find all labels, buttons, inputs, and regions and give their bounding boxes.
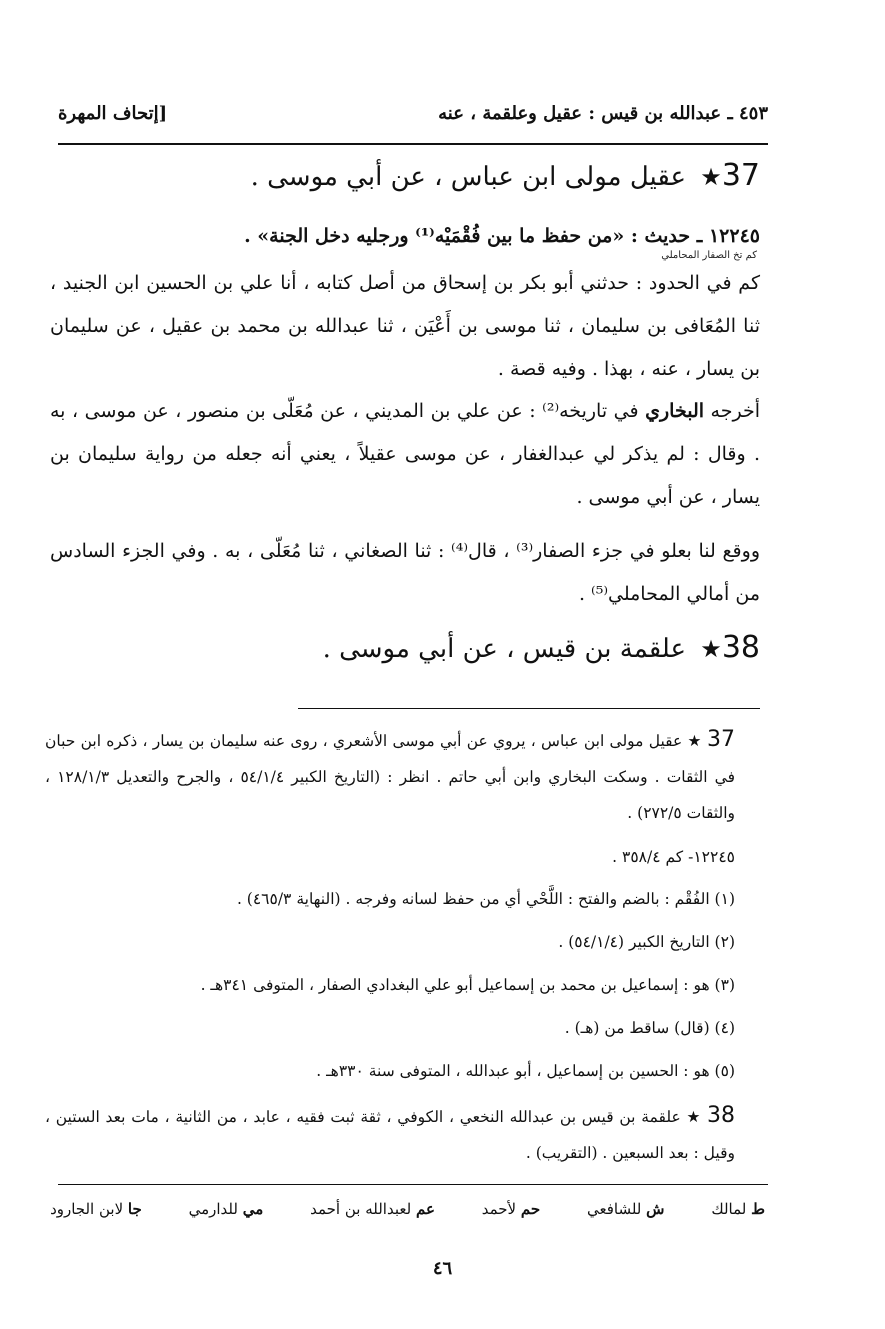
sigla-code: ط: [751, 1200, 765, 1218]
sigla-item: [50, 1200, 142, 1218]
sigla-code: جا: [127, 1200, 142, 1218]
sigla-name: لأحمد: [481, 1200, 517, 1218]
entry-37-heading: [251, 158, 760, 193]
sigla-code: عم: [415, 1200, 435, 1218]
sigla-rule: [58, 1184, 768, 1185]
running-header: [58, 96, 768, 130]
star-icon: ★: [686, 1108, 702, 1126]
sigla-name: لابن الجارود: [50, 1200, 124, 1218]
footnote-3: (٣) هو : إسماعيل بن محمد بن إسماعيل أبو علي البغدادي الصفار ، المتوفى ٣٤١هـ .: [200, 976, 735, 994]
body-paragraph: [50, 390, 760, 519]
footnote-reference: ١٢٢٤٥- كم ٣٥٨/٤ .: [612, 848, 735, 866]
sigla-item: [711, 1200, 765, 1218]
entry-number: 38: [721, 630, 760, 665]
paragraph-text: أخرجه: [704, 400, 760, 422]
star-icon: ★: [700, 163, 722, 191]
sigla-item: [189, 1200, 264, 1218]
entry-38-heading: [323, 630, 760, 665]
hadith-text: «من حفظ ما بين فُقْمَيْه⁽¹⁾ ورجليه دخل الجنة» .: [244, 225, 625, 247]
footnote-text: علقمة بن قيس بن عبدالله النخعي ، الكوفي ، ثقة ثبت فقيه ، عابد ، من الثانية ، مات بعد الستين ، وقيل : بعد السبعين . (التقريب) .: [45, 1108, 735, 1162]
sigla-item: [482, 1200, 540, 1218]
footnote-text: عقيل مولى ابن عباس ، يروي عن أبي موسى الأشعري ، روى عنه سليمان بن يسار ، ذكره ابن حبان في الثقات . وسكت البخاري وابن أبي حاتم . انظر : (التاريخ الكبير ٥٤/١/٤ ، والجرح والتعديل ١٢٨/١/٣ ، والثقات ٢٧٢/٥) .: [45, 732, 735, 822]
footnote-number: 38: [707, 1103, 735, 1128]
sigla-name: للشافعي: [586, 1200, 642, 1218]
entry-title: عقيل مولى ابن عباس ، عن أبي موسى .: [250, 162, 687, 192]
sigla-item: [310, 1200, 435, 1218]
sigla-item: [587, 1200, 665, 1218]
header-section-title: ٤٥٣ ـ عبدالله بن قيس : عقيل وعلقمة ، عنه: [438, 102, 768, 124]
footnote-4: (٤) (قال) ساقط من (هـ) .: [564, 1019, 735, 1037]
footnote-2: (٢) التاريخ الكبير (٥٤/١/٤) .: [558, 933, 735, 951]
entry-number: 37: [721, 158, 760, 193]
header-rule: [58, 143, 768, 145]
sigla-name: لعبدالله بن أحمد: [310, 1200, 412, 1218]
entry-title: علقمة بن قيس ، عن أبي موسى .: [322, 634, 687, 664]
hadith-heading: [50, 215, 760, 258]
sigla-code: ش: [646, 1200, 665, 1218]
hadith-number: ١٢٢٤٥: [708, 225, 760, 247]
paragraph-text: في تاريخه⁽²⁾ : عن علي بن المديني ، عن مُعَلّى بن منصور ، عن موسى ، به . وقال : لم يذكر لي عبدالغفار ، عن موسى عقيلاً ، يعني أنه جعله من رواية سليمان بن يسار ، عن أبي موسى .: [50, 400, 760, 508]
star-icon: ★: [700, 635, 722, 663]
footnote-separator: [298, 708, 760, 709]
star-icon: ★: [687, 732, 702, 750]
sigla-name: للدارمي: [188, 1200, 238, 1218]
bold-source-name: البخاري: [645, 400, 705, 422]
footnote-number: 37: [707, 727, 735, 752]
body-paragraph: كم في الحدود : حدثني أبو بكر بن إسحاق من أصل كتابه ، أنا علي بن الحسين ابن الجنيد ، ثنا المُعَافى بن سليمان ، ثنا موسى بن أَعْيَن ، ثنا عبدالله بن محمد بن عقيل ، عن سليمان بن يسار ، عنه ، بهذا . وفيه قصة .: [50, 272, 760, 380]
hadith-label: ـ حديث :: [630, 225, 703, 247]
sigla-legend: [50, 1200, 765, 1218]
sigla-code: حم: [520, 1200, 541, 1218]
header-book-title: [إتحاف المهرة: [58, 102, 168, 124]
footnote-38: [45, 1098, 735, 1171]
footnote-1: (١) الفُقْم : بالضم والفتح : اللَّحْي أي من حفظ لسانه وفرجه . (النهاية ٤٦٥/٣) .: [236, 890, 735, 908]
sigla-code: مي: [242, 1200, 264, 1218]
footnote-37: [45, 722, 735, 831]
body-paragraph: ووقع لنا بعلو في جزء الصفار⁽³⁾ ، قال⁽⁴⁾ : ثنا الصغاني ، ثنا مُعَلّى ، به . وفي الجزء السادس من أمالي المحاملي⁽⁵⁾ .: [50, 540, 760, 605]
sigla-name: لمالك: [711, 1200, 747, 1218]
marginal-sigla-note: كم تخ الصفار المحاملي: [661, 250, 757, 261]
footnote-5: (٥) هو : الحسين بن إسماعيل ، أبو عبدالله ، المتوفى سنة ٣٣٠هـ .: [316, 1062, 735, 1080]
page-number: ٤٦: [432, 1258, 453, 1279]
